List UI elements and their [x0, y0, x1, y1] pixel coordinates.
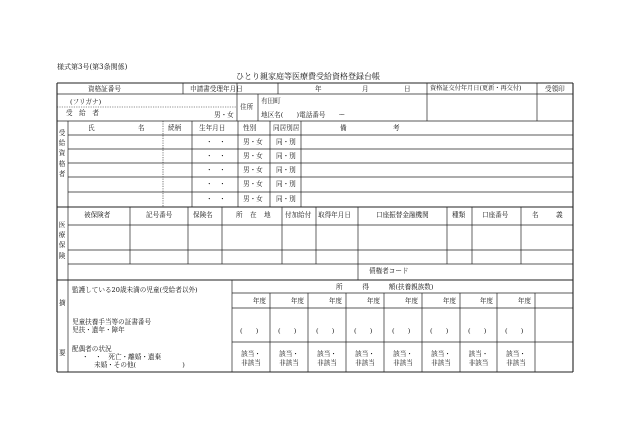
income-applicable: 該当・: [506, 350, 526, 358]
income-applicable: 該当・: [431, 350, 451, 358]
col-sex: 性別: [243, 124, 257, 132]
col-insurance-name: 保険名: [193, 211, 213, 219]
income-year-label: 年度: [442, 297, 456, 305]
col-holder-a: 名: [532, 211, 539, 219]
col-extra-benefit: 付加給付: [285, 211, 312, 219]
col-account-number: 口座番号: [482, 211, 509, 219]
row5-cohab: 同・別: [276, 195, 296, 203]
income-year-label: 年度: [252, 297, 266, 305]
income-year-label: 年度: [517, 297, 531, 305]
remarks-side-label-a: 摘: [59, 299, 66, 307]
stamp-label: 受領印: [545, 85, 565, 93]
income-dependents: ( ): [316, 327, 335, 335]
income-dependents: ( ): [392, 327, 411, 335]
income-dependents: ( ): [430, 327, 449, 335]
recipient-label: 受 給 者: [66, 109, 99, 117]
income-dependents: ( ): [354, 327, 373, 335]
income-not-applicable: 非該当: [279, 359, 299, 367]
row4-cohab: 同・別: [276, 180, 296, 188]
allowance-cert-label: 児童扶養手当等の証書番号: [72, 318, 152, 326]
col-holder-b: 義: [556, 211, 563, 219]
address-value: 有田町: [261, 97, 281, 105]
insurance-side-label: 医療保険: [58, 221, 66, 260]
col-acquired-date: 取得年月日: [318, 211, 351, 219]
creditor-code-label: 債権者コード: [369, 267, 409, 275]
income-applicable: 該当・: [468, 350, 489, 358]
income-dependents: ( ): [240, 327, 259, 335]
income-header: 所 得 額(扶養親族数): [336, 283, 434, 291]
year-label: 年: [315, 85, 322, 93]
row1-sex: 男・女: [243, 138, 263, 146]
income-applicable: 該当・: [241, 350, 261, 358]
row5-sex: 男・女: [243, 195, 263, 203]
row3-cohab: 同・別: [276, 166, 296, 174]
income-not-applicable: 非該当: [241, 359, 261, 367]
row2-date: ・ ・: [206, 152, 226, 160]
income-applicable: 該当・: [279, 350, 299, 358]
col-bank: 口座振替金融機関: [376, 211, 429, 219]
children-label: 監護している20歳未満の児童(受給者以外): [72, 286, 198, 294]
income-year-label: 年度: [328, 297, 342, 305]
income-not-applicable: 非該当: [393, 359, 413, 367]
income-not-applicable: 非該当: [468, 359, 489, 367]
income-dependents: ( ): [505, 327, 524, 335]
eligible-side-label: 受給資格者: [58, 129, 66, 178]
application-date-label: 申請書受理年月日: [190, 85, 243, 93]
row4-date: ・ ・: [206, 180, 226, 188]
form-number: 様式第3号(第3条関係): [57, 63, 128, 71]
allowance-types: 児扶・遺年・障年: [72, 326, 125, 334]
col-given-name: 名: [138, 124, 145, 132]
row3-date: ・ ・: [206, 166, 226, 174]
month-label: 月: [362, 85, 369, 93]
income-not-applicable: 非該当: [355, 359, 375, 367]
income-dependents: ( ): [468, 327, 487, 335]
income-applicable: 該当・: [393, 350, 413, 358]
furigana-label: (フリガナ): [70, 98, 102, 106]
address-label: 住所: [240, 103, 254, 111]
recipient-sex: 男・女: [214, 111, 234, 119]
row4-sex: 男・女: [243, 180, 263, 188]
col-birthdate: 生年月日: [199, 124, 226, 132]
income-year-label: 年度: [290, 297, 304, 305]
col-remarks-b: 考: [393, 124, 400, 132]
col-location-c: 地: [264, 211, 271, 219]
row1-date: ・ ・: [206, 138, 226, 146]
spouse-label: 配偶者の状況: [72, 345, 112, 353]
spouse-status-1: ・ ・ 死亡・離婚・遺棄: [82, 353, 162, 361]
income-not-applicable: 非該当: [317, 359, 337, 367]
remarks-side-label-b: 要: [59, 349, 66, 357]
col-location-a: 所: [236, 211, 243, 219]
cert-number-label: 資格証番号: [88, 85, 121, 93]
income-dependents: ( ): [278, 327, 297, 335]
income-year-label: 年度: [404, 297, 418, 305]
row1-cohab: 同・別: [276, 138, 296, 146]
row5-date: ・ ・: [206, 195, 226, 203]
col-account-type: 種類: [452, 211, 466, 219]
income-year-label: 年度: [366, 297, 380, 305]
income-year-label: 年度: [479, 297, 493, 305]
col-cohabit: 同居別居: [273, 124, 300, 132]
col-insured: 被保険者: [84, 211, 111, 219]
col-remarks-a: 備: [340, 124, 347, 132]
income-not-applicable: 非該当: [506, 359, 526, 367]
income-not-applicable: 非該当: [431, 359, 451, 367]
col-symbol-number: 記号番号: [146, 211, 173, 219]
day-label: 日: [404, 85, 411, 93]
row2-sex: 男・女: [243, 152, 263, 160]
income-applicable: 該当・: [317, 350, 337, 358]
form-title: ひとり親家庭等医療費受給資格登録台帳: [236, 72, 380, 81]
row3-sex: 男・女: [243, 166, 263, 174]
spouse-status-2: 未婚・その他( ): [94, 361, 185, 369]
col-surname: 氏: [88, 124, 95, 132]
district-phone: 地区名( )電話番号 ー: [261, 111, 346, 119]
col-relation: 続柄: [168, 124, 182, 132]
income-applicable: 該当・: [355, 350, 375, 358]
issue-date-label: 資格証交付年月日(更新・再交付): [430, 85, 522, 92]
col-location-b: 在: [250, 211, 257, 219]
row2-cohab: 同・別: [276, 152, 296, 160]
